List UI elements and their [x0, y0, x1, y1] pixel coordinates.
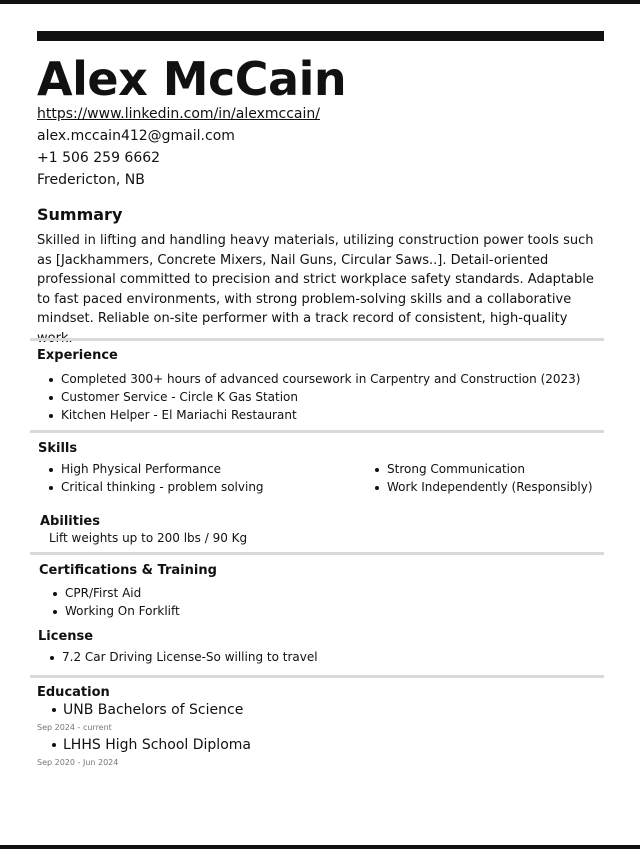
- list-item: Strong Communication: [373, 460, 593, 478]
- education-list-2: [49, 736, 251, 754]
- certifications-list: [51, 584, 180, 620]
- section-divider: [30, 430, 604, 433]
- list-item: Kitchen Helper - El Mariachi Restaurant: [47, 406, 580, 424]
- header-bar: [37, 31, 604, 41]
- section-divider: [30, 552, 604, 555]
- list-item: High Physical Performance: [47, 460, 264, 478]
- bottom-border: [0, 845, 640, 849]
- list-item: Working On Forklift: [51, 602, 180, 620]
- education-list-1: [49, 701, 243, 719]
- list-item: LHHS High School Diploma: [49, 736, 251, 754]
- email-text: alex.mccain412@gmail.com: [37, 128, 235, 144]
- list-item: 7.2 Car Driving License-So willing to travel: [48, 648, 318, 666]
- location-text: Fredericton, NB: [37, 172, 145, 188]
- education-date: Sep 2024 - current: [37, 723, 112, 732]
- skills-list-right: [373, 460, 593, 496]
- experience-list: [47, 370, 580, 424]
- license-heading: License: [38, 629, 94, 644]
- abilities-text: Lift weights up to 200 lbs / 90 Kg: [49, 531, 248, 545]
- list-item: Critical thinking - problem solving: [47, 478, 264, 496]
- list-item: Customer Service - Circle K Gas Station: [47, 388, 580, 406]
- section-divider: [30, 338, 604, 341]
- license-list: [48, 648, 318, 666]
- certifications-heading: Certifications & Training: [39, 563, 217, 578]
- summary-text: Skilled in lifting and handling heavy materials, utilizing construction power tools such as [Jackhammers, Concrete Mixers, Nail Guns, Circular Saws..]. Detail-oriented professional committed to precision and strict workplace safety standards. Adaptable to fast paced environments, with strong problem-solving skills and a collaborative mindset. Reliable on-site performer with a track record of consistent, high-quality: [37, 233, 594, 326]
- list-item: Completed 300+ hours of advanced coursework in Carpentry and Construction (2023): [47, 370, 580, 388]
- education-date: Sep 2020 - Jun 2024: [37, 758, 119, 767]
- list-item: UNB Bachelors of Science: [49, 701, 243, 719]
- education-heading: Education: [37, 685, 110, 700]
- list-item: CPR/First Aid: [51, 584, 180, 602]
- experience-heading: Experience: [37, 348, 118, 363]
- abilities-heading: Abilities: [40, 514, 100, 529]
- phone-text: +1 506 259 6662: [37, 150, 161, 166]
- linkedin-link[interactable]: https://www.linkedin.com/in/alexmccain/: [37, 106, 320, 122]
- skills-list-left: [47, 460, 264, 496]
- list-item: Work Independently (Responsibly): [373, 478, 593, 496]
- top-border: [0, 0, 640, 4]
- summary-heading: Summary: [37, 205, 123, 224]
- candidate-name: Alex McCain: [37, 52, 347, 106]
- section-divider: [30, 675, 604, 678]
- skills-heading: Skills: [38, 441, 78, 456]
